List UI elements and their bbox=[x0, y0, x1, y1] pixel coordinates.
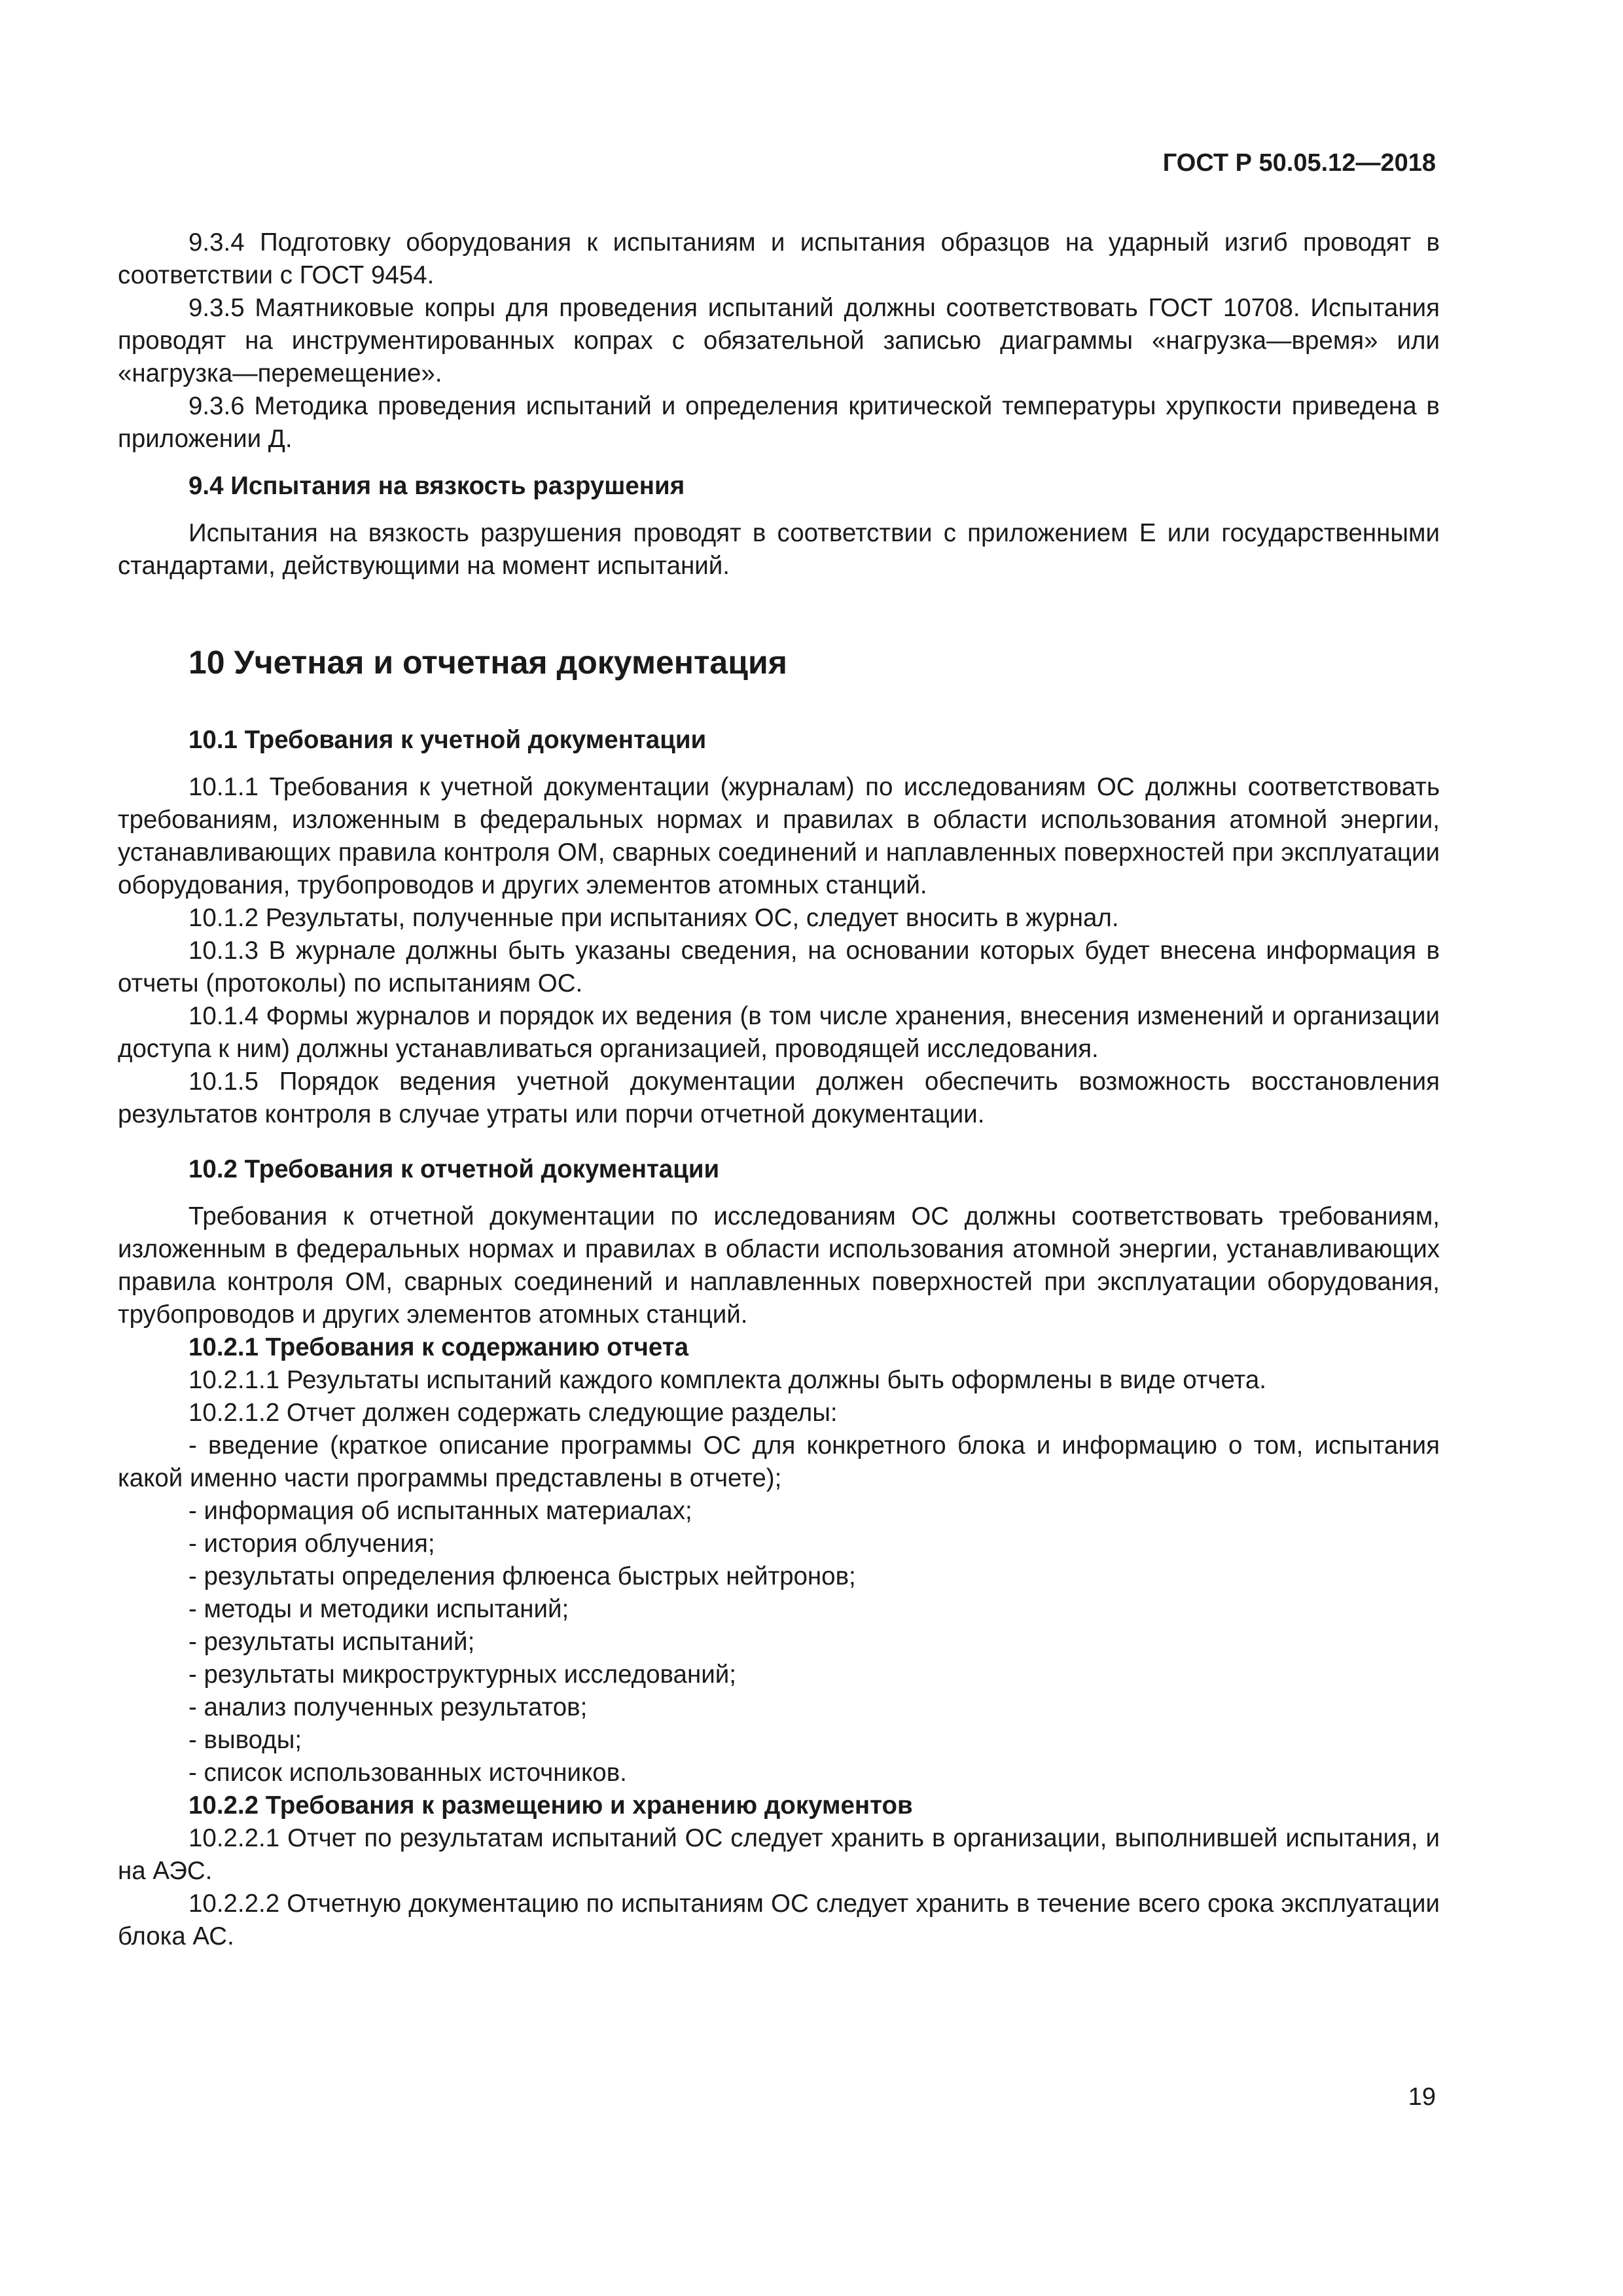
list-item: - анализ полученных результатов; bbox=[188, 1693, 588, 1721]
report-sections-list bbox=[118, 1429, 1440, 1789]
list-item: - результаты испытаний; bbox=[188, 1628, 475, 1656]
heading-10-1: 10.1 Требования к учетной документации bbox=[188, 726, 707, 754]
paragraph-10-2-2-1: 10.2.2.1 Отчет по результатам испытаний ОС следует хранить в организации, выполнившей испытания, и на АЭС. bbox=[118, 1824, 1440, 1885]
heading-section-10: 10 Учетная и отчетная документация bbox=[188, 644, 787, 681]
paragraph-10-2-2-2: 10.2.2.2 Отчетную документацию по испытаниям ОС следует хранить в течение всего срока эксплуатации блока АС. bbox=[118, 1890, 1440, 1950]
paragraph-9-3-6: 9.3.6 Методика проведения испытаний и определения критической температуры хрупкости приведена в приложении Д. bbox=[118, 392, 1440, 453]
document-code-header: ГОСТ Р 50.05.12—2018 bbox=[1162, 149, 1436, 177]
list-item: - информация об испытанных материалах; bbox=[188, 1497, 692, 1525]
paragraph-10-2: Требования к отчетной документации по исследованиям ОС должны соответствовать требованиям, изложенным в федеральных нормах и правилах в области использования атомной энергии, устанавливающих правила контроля ОМ, сварных соединений и наплавленных поверхностей при эксплуатации оборудования, трубопроводов и других элементов атомных станций. bbox=[118, 1202, 1440, 1329]
paragraph-9-3-4: 9.3.4 Подготовку оборудования к испытаниям и испытания образцов на ударный изгиб проводят в соответствии с ГОСТ 9454. bbox=[118, 228, 1440, 289]
paragraph-10-1-5: 10.1.5 Порядок ведения учетной документации должен обеспечить возможность восстановления результатов контроля в случае утраты или порчи отчетной документации. bbox=[118, 1067, 1440, 1128]
paragraph-10-1-4: 10.1.4 Формы журналов и порядок их ведения (в том числе хранения, внесения изменений и организации доступа к ним) должны устанавливаться организацией, проводящей исследования. bbox=[118, 1002, 1440, 1063]
heading-10-2-2: 10.2.2 Требования к размещению и хранению документов bbox=[188, 1791, 913, 1820]
paragraph-10-2-1-2: 10.2.1.2 Отчет должен содержать следующие разделы: bbox=[188, 1399, 838, 1427]
list-item: - введение (краткое описание программы ОС для конкретного блока и информацию о том, испытания какой именно части программы представлены в отчете); bbox=[118, 1431, 1440, 1492]
document-body bbox=[118, 226, 1440, 1953]
paragraph-10-1-2: 10.1.2 Результаты, полученные при испытаниях ОС, следует вносить в журнал. bbox=[188, 904, 1119, 932]
list-item: - методы и методики испытаний; bbox=[188, 1595, 569, 1623]
paragraph-9-4: Испытания на вязкость разрушения проводят в соответствии с приложением Е или государственными стандартами, действующими на момент испытаний. bbox=[118, 519, 1440, 580]
list-item: - выводы; bbox=[188, 1726, 302, 1754]
paragraph-10-1-1: 10.1.1 Требования к учетной документации (журналам) по исследованиям ОС должны соответствовать требованиям, изложенным в федеральных нормах и правилах в области использования атомной энергии, устанавливающих правила контроля ОМ, сварных соединений и наплавленных поверхностей при эксплуатации оборудования, трубопроводов и других элементов атомных станций. bbox=[118, 773, 1440, 899]
paragraph-9-3-5: 9.3.5 Маятниковые копры для проведения испытаний должны соответствовать ГОСТ 10708. Испытания проводят на инструментированных копрах с обязательной записью диаграммы «нагрузка—время» или «нагрузка—перемещение». bbox=[118, 294, 1440, 387]
list-item: - история облучения; bbox=[188, 1530, 435, 1558]
list-item: - список использованных источников. bbox=[188, 1759, 627, 1787]
paragraph-10-1-3: 10.1.3 В журнале должны быть указаны сведения, на основании которых будет внесена информация в отчеты (протоколы) по испытаниям ОС. bbox=[118, 937, 1440, 997]
paragraph-10-2-1-1: 10.2.1.1 Результаты испытаний каждого комплекта должны быть оформлены в виде отчета. bbox=[188, 1366, 1266, 1394]
heading-10-2-1: 10.2.1 Требования к содержанию отчета bbox=[188, 1333, 689, 1361]
page-number: 19 bbox=[1408, 2083, 1436, 2111]
list-item: - результаты определения флюенса быстрых нейтронов; bbox=[188, 1562, 856, 1590]
list-item: - результаты микроструктурных исследований; bbox=[188, 1660, 736, 1689]
heading-10-2: 10.2 Требования к отчетной документации bbox=[188, 1155, 720, 1183]
heading-9-4: 9.4 Испытания на вязкость разрушения bbox=[188, 472, 685, 500]
